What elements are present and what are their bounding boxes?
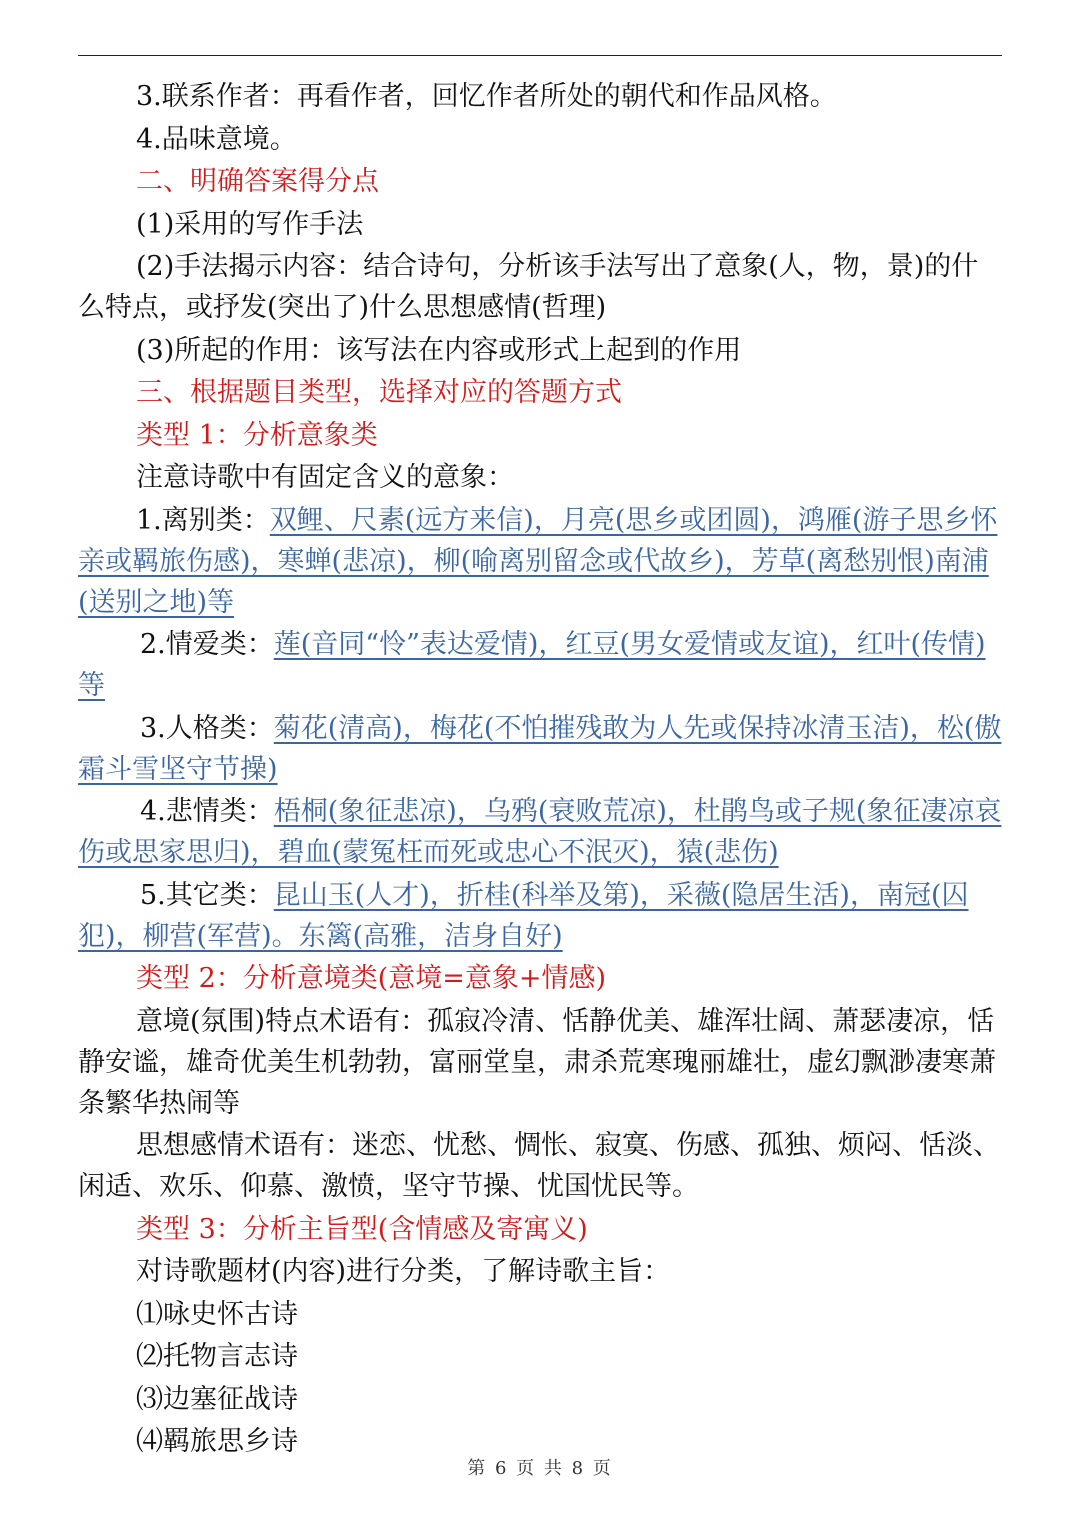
imagery-category-3 [78, 708, 1002, 790]
type-1-intro: 注意诗歌中有固定含义的意象： [136, 462, 514, 493]
type-2-emotion-terms: 思想感情术语有：迷恋、忧愁、惆怅、寂寞、伤感、孤独、烦闷、恬淡、闲适、欢乐、仰慕、激愤，坚守节操、忧国忧民等。 [78, 1130, 1000, 1202]
poem-type-2: ⑵托物言志诗 [136, 1341, 298, 1372]
poem-type-4: ⑷羁旅思乡诗 [136, 1426, 298, 1457]
step-3-text: 3.联系作者：再看作者，回忆作者所处的朝代和作品风格。 [136, 81, 837, 112]
category-label: 4.悲情类： [140, 796, 274, 827]
category-link-text[interactable]: 菊花(清高)，梅花(不怕摧残敢为人先或保持冰清玉洁)，松(傲霜斗雪坚守节操) [78, 712, 1002, 785]
page-number: 第 6 页 共 8 页 [467, 1458, 613, 1479]
category-link-text[interactable]: 昆山玉(人才)，折桂(科举及第)，采薇(隐居生活)，南冠(囚犯)，柳营(军营)。东篱(高雅，洁身自好) [78, 879, 969, 952]
type-2-title: 类型 2：分析意境类(意境=意象+情感) [136, 963, 607, 994]
type-3-title: 类型 3：分析主旨型(含情感及寄寓义) [136, 1213, 588, 1245]
type-2-mood-terms: 意境(氛围)特点术语有：孤寂冷清、恬静优美、雄浑壮阔、萧瑟凄凉，恬静安谧，雄奇优美生机勃勃，富丽堂皇，肃杀荒寒瑰丽雄壮，虚幻飘渺凄寒萧条繁华热闹等 [78, 1005, 996, 1119]
imagery-category-5 [78, 875, 1002, 957]
category-link-text[interactable]: 梧桐(象征悲凉)，乌鸦(衰败荒凉)，杜鹃鸟或子规(象征凄凉哀伤或思家思归)，碧血(蒙冤枉而死或忠心不泯灭)，猿(悲伤) [78, 796, 1002, 868]
category-label: 2.情爱类： [140, 629, 274, 660]
imagery-category-4 [78, 791, 1002, 873]
imagery-category-1 [78, 500, 1002, 623]
category-link-text[interactable]: 双鲤、尺素(远方来信)，月亮(思乡或团圆)，鸿雁(游子思乡怀亲或羁旅伤感)，寒蝉(悲凉)，柳(喻离别留念或代故乡)，芳草(离愁别恨)南浦(送别之地)等 [78, 504, 998, 618]
answer-point-1: (1)采用的写作手法 [136, 208, 364, 240]
category-label: 1.离别类： [136, 504, 270, 536]
step-4-text: 4.品味意境。 [136, 123, 297, 155]
category-label: 5.其它类： [140, 879, 274, 911]
answer-point-2: (2)手法揭示内容：结合诗句，分析该手法写出了意象(人，物，景)的什么特点，或抒发(突出了)什么思想感情(哲理) [78, 251, 979, 323]
type-3-intro: 对诗歌题材(内容)进行分类，了解诗歌主旨： [136, 1256, 671, 1287]
category-label: 3.人格类： [140, 712, 274, 744]
poem-type-1: ⑴咏史怀古诗 [136, 1298, 298, 1330]
section-heading-3: 三、根据题目类型，选择对应的答题方式 [136, 377, 622, 408]
header-rule [78, 55, 1002, 56]
document-page [78, 76, 1002, 1464]
section-heading-2: 二、明确答案得分点 [136, 166, 379, 197]
poem-type-3: ⑶边塞征战诗 [136, 1383, 298, 1415]
category-link-text[interactable]: 莲(音同“怜”表达爱情)，红豆(男女爱情或友谊)，红叶(传情)等 [78, 629, 986, 701]
type-1-title: 类型 1：分析意象类 [136, 419, 378, 451]
imagery-category-2 [78, 624, 1002, 706]
answer-point-3: (3)所起的作用：该写法在内容或形式上起到的作用 [136, 334, 742, 366]
